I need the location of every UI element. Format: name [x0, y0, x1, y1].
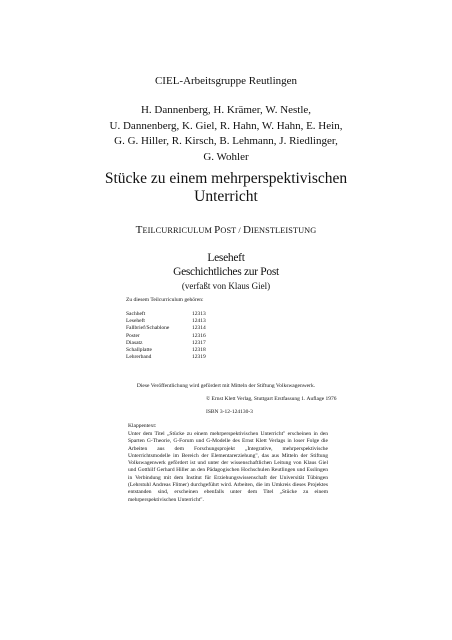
document-subtitle — [0, 224, 452, 236]
list-item — [126, 340, 206, 347]
list-item — [126, 333, 206, 340]
leseheft-title: Geschichtliches zur Post — [173, 266, 279, 278]
item-name: Poster — [126, 332, 140, 339]
title-line: Stücke zu einem mehrperspektivischen — [104, 170, 348, 187]
teilcurriculum-list — [126, 311, 206, 365]
author-line: G. G. Hiller, R. Kirsch, B. Lehmann, J. Riedlinger, — [114, 135, 338, 148]
item-name: Schallplatte — [126, 347, 152, 354]
item-number: 12319 — [192, 354, 206, 361]
item-number: 12316 — [192, 332, 206, 339]
item-name: Diasatz — [126, 339, 143, 346]
item-name: Lehrerband — [126, 354, 152, 361]
title-line: Unterricht — [194, 188, 258, 205]
author-line: G. Wohler — [203, 150, 249, 163]
klappentext-label: Klappentext: — [128, 423, 157, 429]
item-number: 12317 — [192, 339, 206, 346]
leseheft-author: (verfaßt von Klaus Giel) — [181, 281, 271, 291]
item-name: Sachheft — [126, 311, 146, 317]
item-number: 12313 — [192, 311, 206, 317]
item-number: 12413 — [192, 318, 206, 325]
subtitle-part: D — [242, 224, 251, 236]
list-item — [126, 347, 206, 354]
item-number: 12318 — [192, 347, 206, 354]
document-title — [0, 170, 452, 206]
subtitle-part: IENSTLEISTUNG — [251, 226, 317, 235]
subtitle-part: EILCURRICULUM — [142, 226, 215, 235]
publisher-line: © Ernst Klett Verlag, Stuttgart Erstfassung 1. Auflage 1976 — [206, 396, 337, 402]
funding-note: Diese Veröffentlichung wird gefördert mit Mitteln der Stiftung Volkswagenwerk. — [136, 383, 316, 389]
klappentext-body: Unter dem Titel „Stücke zu einem mehrperspektivischen Unterricht" erscheinen in den Sparten G-Theorie, G-Forum und G-Modelle des Ernst Klett Verlags in loser Folge die Arbeiten aus dem Forschungsprojekt „Integrative, mehrperspektivische Unterrichtsmodelle im Bereich der Elementarerziehung", das aus Mitteln der Stiftung Volkswagenwerk gefördert ist und unter der wissenschaftlichen Leitung von Klaus Giel und Gotthilf Gerhard Hiller an den Pädagogischen Hochschulen Reutlingen und Esslingen in Verbindung mit dem Institut für Erziehungswissenschaft der Universität Tübingen (Lehrstuhl Andreas Flitner) durchgeführt wird. Arbeiten, die im Umkreis dieses Projektes entstanden sind, erscheinen ebenfalls unter dem Titel „Stücke zu einem mehrperspektivischen Unterricht". — [128, 431, 328, 503]
subtitle-part: OST / — [220, 226, 243, 235]
subtitle-part: P — [214, 224, 221, 236]
leseheft-label: Leseheft — [207, 252, 245, 264]
item-number: 12314 — [192, 325, 206, 332]
working-group: CIEL-Arbeitsgruppe Reutlingen — [154, 75, 298, 87]
isbn-line: ISBN 3-12-124130-3 — [206, 409, 253, 415]
list-item — [126, 325, 206, 332]
author-line: H. Dannenberg, H. Krämer, W. Nestle, — [140, 104, 312, 116]
item-name: Leseheft — [126, 318, 145, 325]
list-item — [126, 354, 206, 361]
subtitle-part: T — [135, 224, 143, 236]
author-line: U. Dannenberg, K. Giel, R. Hahn, W. Hahn, E. Hein, — [109, 119, 343, 132]
item-name: Fallbrief/Schablone — [126, 325, 170, 332]
author-list — [0, 103, 452, 165]
teilcurriculum-header: Zu diesem Teilcurriculum gehören: — [126, 297, 204, 303]
